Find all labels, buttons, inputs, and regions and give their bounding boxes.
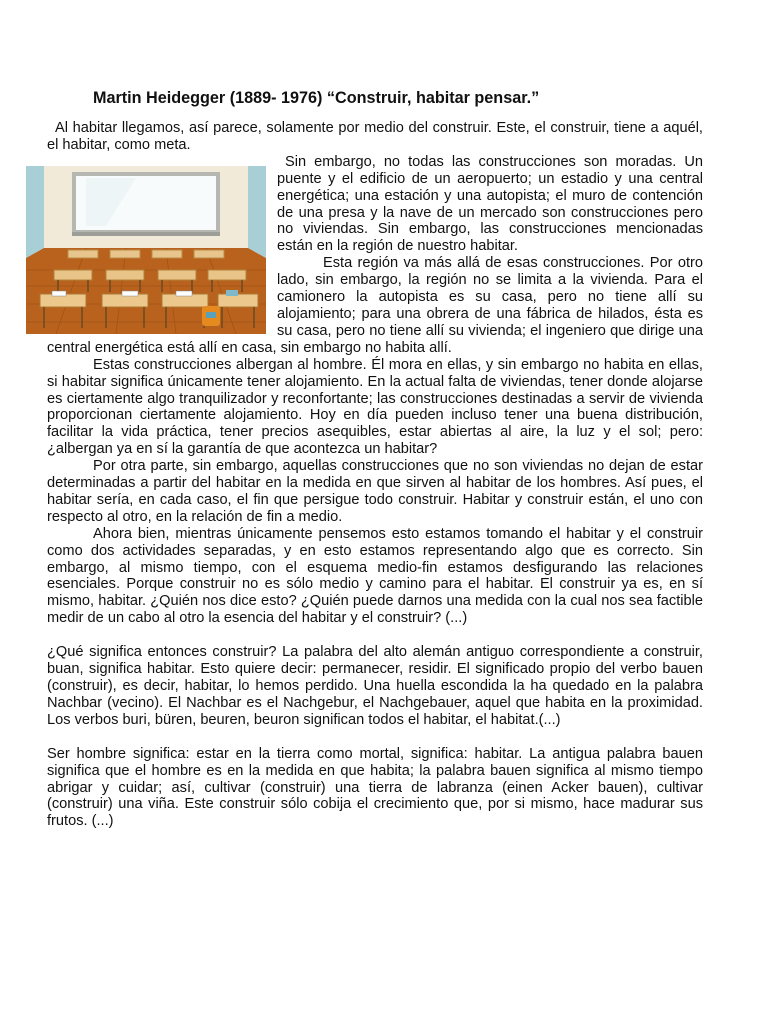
classroom-illustration	[26, 166, 266, 334]
paragraph-1: Al habitar llegamos, así parece, solamente por medio del construir. Este, el construir, tiene a aquél, el habitar, como meta.	[47, 120, 703, 153]
document-title: Martin Heidegger (1889- 1976) “Construir, habitar pensar.”	[93, 89, 540, 107]
paragraph-3: Esta región va más allá de esas construcciones. Por otro lado, sin embargo, la región no se limita a la vivienda. Para el camionero la autopista es su casa, pero no tiene allí su alojamiento; para una obrera de una fábrica de hilados, ésta es su casa, pero no tiene allí su vivienda; el ingeniero que dirige una central energética está allí en casa, sin embargo no habita allí.	[47, 255, 703, 356]
paragraph-6: Ahora bien, mientras únicamente pensemos esto estamos tomando el habitar y el construir como dos actividades separadas, y en esto estamos representando algo que es correcto. Sin embargo, al mismo tiempo, con el esquema medio-fin estamos desfigurando las relaciones esenciales. Porque construir no es sólo medio y camino para el habitar. El construir ya es, en sí mismo, habitar. ¿Quién nos dice esto? ¿Quién puede darnos una medida con la cual nos sea factible medir de un cabo al otro la esencia del habitar y el construir? (...)	[47, 525, 703, 627]
paragraph-7: ¿Qué significa entonces construir? La palabra del alto alemán antiguo correspondiente a construir, buan, significa habitar. Esto quiere decir: permanecer, residir. El significado propio del verbo bauen (construir), es decir, habitar, lo hemos perdido. Una huella escondida la ha quedado en la palabra Nachbar (vecino). El Nachbar es el Nachgebur, el Nachgebauer, aquel que habita en la proximidad. Los verbos buri, büren, beuren, beuron significan todos el habitar, el habitat.(...)	[47, 644, 703, 728]
paragraph-5: Por otra parte, sin embargo, aquellas construcciones que no son viviendas no dejan de estar determinadas a partir del habitar en la medida en que sirven al habitar de los hombres. Así pues, el habitar sería, en cada caso, el fin que persigue todo construir. Habitar y construir están, el uno con respecto al otro, en la relación de fin a medio.	[47, 458, 703, 525]
paragraph-2: Sin embargo, no todas las construcciones son moradas. Un puente y el edificio de un aeropuerto; un estadio y una central energética; una estación y una autopista; el muro de contención de una presa y la nave de un mercado son construcciones pero no viviendas. Sin embargo, las construcciones mencionadas están en la región de nuestro habitar.	[277, 153, 703, 255]
paragraph-4: Estas construcciones albergan al hombre. Él mora en ellas, y sin embargo no habita en ellas, si habitar significa únicamente tener alojamiento. En la actual falta de viviendas, tener donde alojarse es ciertamente algo tranquilizador y reconfortante; las construcciones destinadas a servir de vivienda proporcionan ciertamente alojamiento. Hoy en día pueden incluso tener una buena distribución, facilitar la vida práctica, tener precios asequibles, estar abiertas al aire, la luz y el sol; pero: ¿albergan ya en sí la garantía de que acontezca un habitar?	[47, 356, 703, 458]
document-page	[47, 88, 703, 830]
paragraph-8: Ser hombre significa: estar en la tierra como mortal, significa: habitar. La antigua palabra bauen significa que el hombre es en la medida en que habita; la palabra bauen significa al mismo tiempo abrigar y cuidar; así, cultivar (construir) una tierra de labranza (einen Acker bauen), cultivar (construir) una viña. Este construir sólo cobija el crecimiento que, por si mismo, hace madurar sus frutos. (...)	[47, 745, 703, 830]
